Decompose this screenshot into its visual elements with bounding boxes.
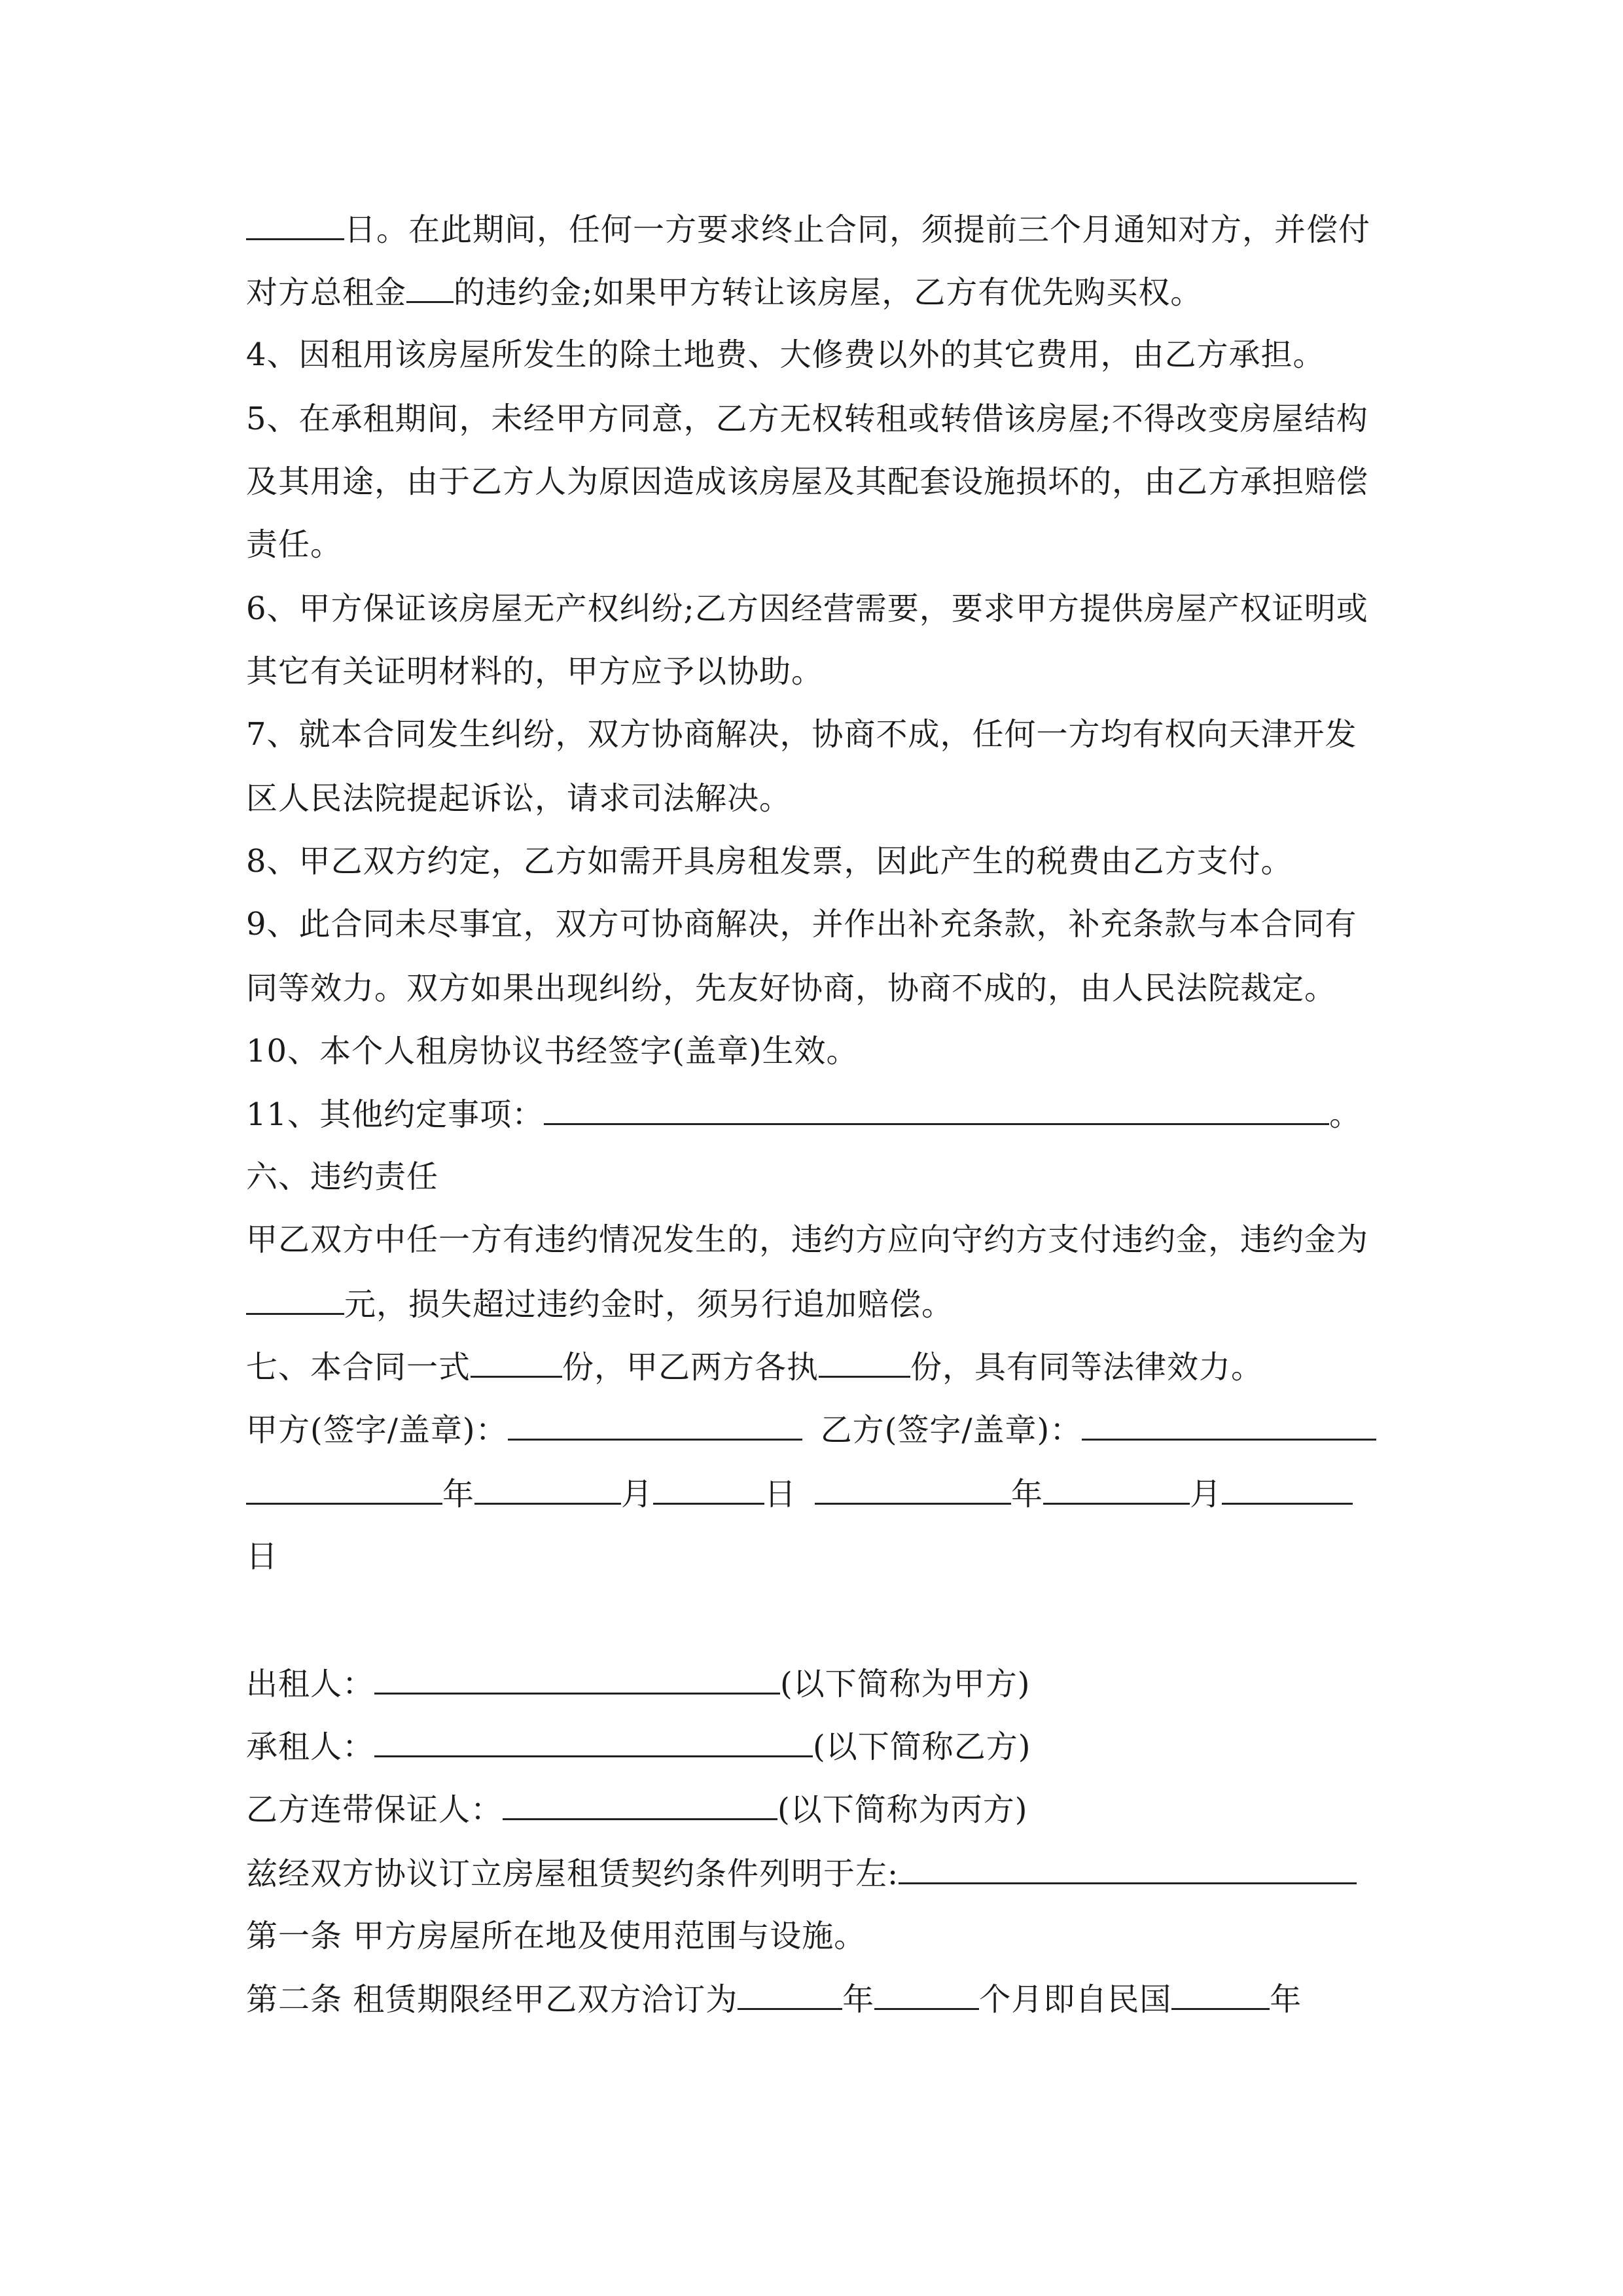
text-line-13: 同等效力。双方如果出现纠纷，先友好协商，协商不成的，由人民法院裁定。 [246, 970, 1337, 1007]
text-line-12: 9、此合同未尽事宜，双方可协商解决，并作出补充条款，补充条款与本合同有 [246, 906, 1357, 942]
blank-field[interactable] [874, 1978, 979, 2010]
blank-field[interactable] [406, 271, 454, 303]
text-line-1: 日。在此期间，任何一方要求终止合同，须提前三个月通知对方，并偿付 [246, 208, 1378, 251]
lessor-line: 出租人： (以下简称为甲方) [246, 1662, 1378, 1705]
text-line-19: 七、本合同一式 份，甲乙两方各执 份，具有同等法律效力。 [246, 1346, 1378, 1388]
signature-line: 甲方(签字/盖章)： 乙方(签字/盖章)： [246, 1408, 1378, 1451]
text-line-9: 7、就本合同发生纠纷，双方协商解决，协商不成，任何一方均有权向天津开发 [246, 716, 1357, 753]
text-line-2: 对方总租金 的违约金;如果甲方转让该房屋，乙方有优先购买权。 [246, 271, 1378, 314]
blank-field[interactable] [544, 1093, 1329, 1125]
section-heading-breach: 六、违约责任 [246, 1158, 439, 1195]
party-b-signature-field[interactable] [1082, 1408, 1376, 1441]
guarantor-line: 乙方连带保证人： (以下简称为丙方) [246, 1788, 1378, 1831]
text-line-6: 责任。 [246, 526, 343, 563]
text-line-10: 区人民法院提起诉讼，请求司法解决。 [246, 780, 792, 817]
blank-field[interactable] [474, 1473, 621, 1505]
article-1: 第一条 甲方房屋所在地及使用范围与设施。 [246, 1918, 866, 1954]
text-line-15: 11、其他约定事项： 。 [246, 1093, 1378, 1136]
blank-field[interactable] [246, 1473, 442, 1505]
text-line-3: 4、因租用该房屋所发生的除土地费、大修费以外的其它费用，由乙方承担。 [246, 336, 1325, 373]
text-line-11: 8、甲乙双方约定，乙方如需开具房租发票，因此产生的税费由乙方支付。 [246, 843, 1293, 880]
blank-field[interactable] [653, 1473, 764, 1505]
text-line-14: 10、本个人租房协议书经签字(盖章)生效。 [246, 1033, 859, 1069]
date-line: 年 月 日 年 月 [246, 1473, 1378, 1515]
text-line-4: 5、在承租期间，未经甲方同意，乙方无权转租或转借该房屋;不得改变房屋结构 [246, 401, 1368, 437]
blank-field[interactable] [1171, 1978, 1270, 2010]
text-line-8: 其它有关证明材料的，甲方应予以协助。 [246, 653, 824, 690]
text-line-7: 6、甲方保证该房屋无产权纠纷;乙方因经营需要，要求甲方提供房屋产权证明或 [246, 590, 1368, 627]
blank-field[interactable] [815, 1473, 1011, 1505]
guarantor-field[interactable] [503, 1788, 777, 1820]
article-2: 第二条 租赁期限经甲乙双方洽订为 年 个月即自民国 年 [246, 1978, 1378, 2020]
lessee-field[interactable] [374, 1725, 813, 1757]
text-line-17: 甲乙双方中任一方有违约情况发生的，违约方应向守约方支付违约金，违约金为 [246, 1221, 1369, 1258]
blank-field[interactable] [819, 1346, 910, 1378]
blank-field[interactable] [471, 1346, 562, 1378]
text-line-22: 日 [246, 1538, 279, 1575]
lessee-line: 承租人： (以下简称乙方) [246, 1725, 1378, 1768]
blank-field[interactable] [1043, 1473, 1190, 1505]
text-line-5: 及其用途，由于乙方人为原因造成该房屋及其配套设施损坏的，由乙方承担赔偿 [246, 463, 1369, 500]
text-line-26: 兹经双方协议订立房屋租赁契约条件列明于左: [246, 1852, 1378, 1895]
party-a-signature-field[interactable] [508, 1408, 802, 1441]
blank-field[interactable] [899, 1852, 1357, 1884]
blank-field[interactable] [246, 1283, 344, 1315]
blank-field[interactable] [1222, 1473, 1353, 1505]
lessor-field[interactable] [374, 1662, 780, 1695]
text-line-18: 元，损失超过违约金时，须另行追加赔偿。 [246, 1283, 1378, 1325]
blank-field[interactable] [738, 1978, 842, 2010]
blank-field[interactable] [246, 208, 344, 240]
